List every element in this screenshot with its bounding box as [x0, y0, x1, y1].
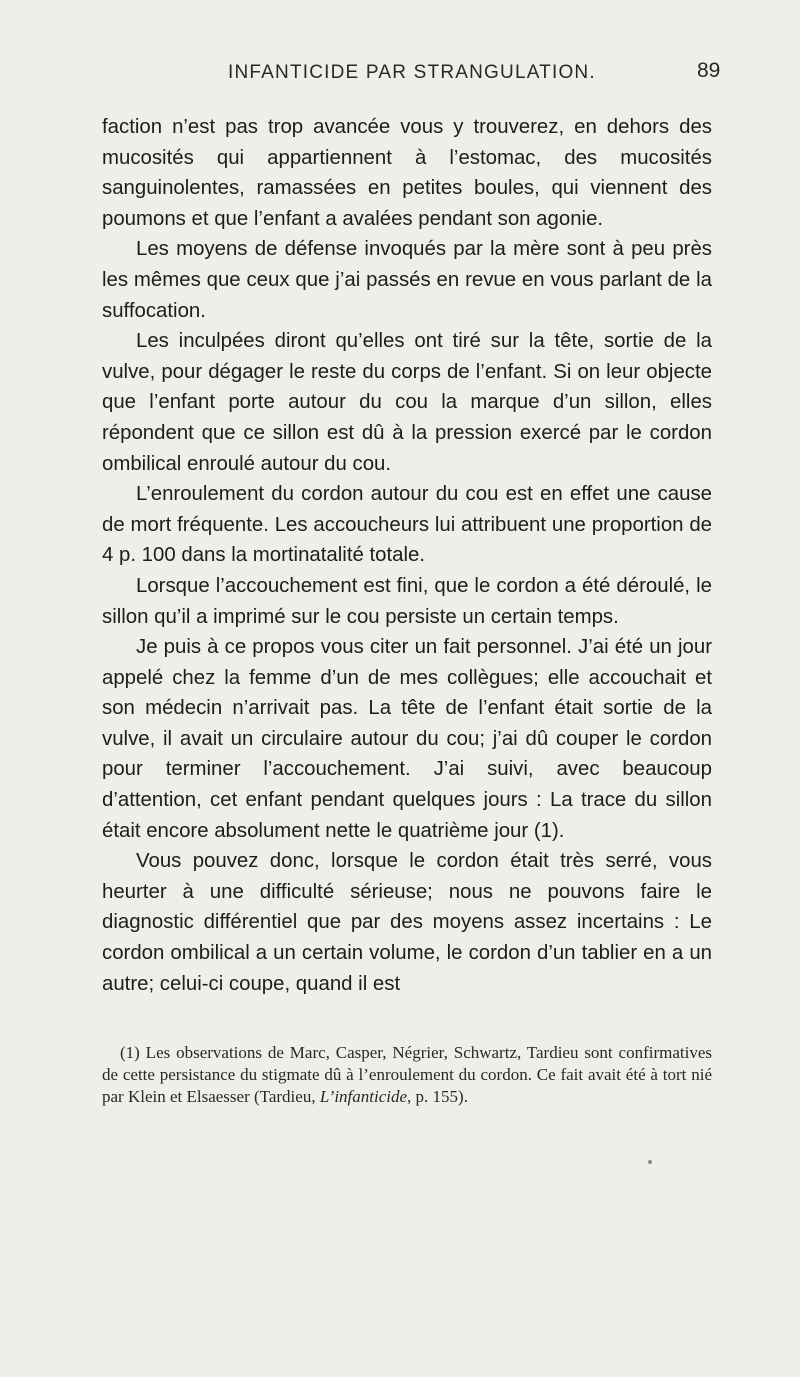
- paper-speck: [648, 1160, 652, 1164]
- paragraph: Je puis à ce propos vous citer un fait personnel. J’ai été un jour appelé chez la femme d’un de mes collègues; elle accouchait et son médecin n’arrivait pas. La tête de l’enfant était sortie de la vulve, il avait un circulaire autour du cou; j’ai dû couper le cordon pour terminer l’accouchement. J’ai suivi, avec beaucoup d’attention, cet enfant pendant quelques jours : La trace du sillon était encore absolument nette le quatrième jour (1).: [102, 636, 712, 842]
- paragraph: Les moyens de défense invoqués par la mère sont à peu près les mêmes que ceux que j’ai passés en revue en vous parlant de la suffocation.: [102, 238, 712, 322]
- paragraph-continued: faction n’est pas trop avancée vous y trouverez, en dehors des mucosités qui appartiennent à l’estomac, des mucosités sanguinolentes, ramassées en petites boules, qui viennent des poumons et que l’enfant a avalées pendant son agonie.: [102, 116, 712, 230]
- footnote: [102, 1042, 712, 1108]
- paragraph: Vous pouvez donc, lorsque le cordon était très serré, vous heurter à une difficulté sérieuse; nous ne pouvons faire le diagnostic différentiel que par des moyens assez incertains : Le cordon ombilical a un certain volume, le cordon d’un tablier en a un autre; celui-ci coupe, quand il est: [102, 850, 712, 995]
- footnote-source-page: , p. 155).: [407, 1087, 468, 1106]
- paragraph: Lorsque l’accouchement est fini, que le cordon a été déroulé, le sillon qu’il a imprimé sur le cou persiste un certain temps.: [102, 574, 712, 628]
- running-head: [0, 59, 800, 92]
- body-text: [102, 112, 712, 999]
- page-number: 89: [697, 59, 721, 82]
- running-title: INFANTICIDE PAR STRANGULATION.: [228, 62, 596, 83]
- footnote-source-title: L’infanticide: [319, 1087, 408, 1106]
- footnote-text: (1) Les observations de Marc, Casper, Négrier, Schwartz, Tardieu sont confirmatives de cette persistance du stigmate dû à l’enroulement du cordon. Ce fait avait été à tort nié par Klein et Elsaesser (Tardieu,: [102, 1043, 712, 1106]
- paragraph: Les inculpées diront qu’elles ont tiré sur la tête, sortie de la vulve, pour dégager le reste du corps de l’enfant. Si on leur objecte que l’enfant porte autour du cou la marque d’un sillon, elles répondent que ce sillon est dû à la pression exercé par le cordon ombilical enroulé autour du cou.: [102, 330, 712, 475]
- paragraph: L’enroulement du cordon autour du cou est en effet une cause de mort fréquente. Les accoucheurs lui attribuent une proportion de 4 p. 100 dans la mortinatalité totale.: [102, 483, 712, 567]
